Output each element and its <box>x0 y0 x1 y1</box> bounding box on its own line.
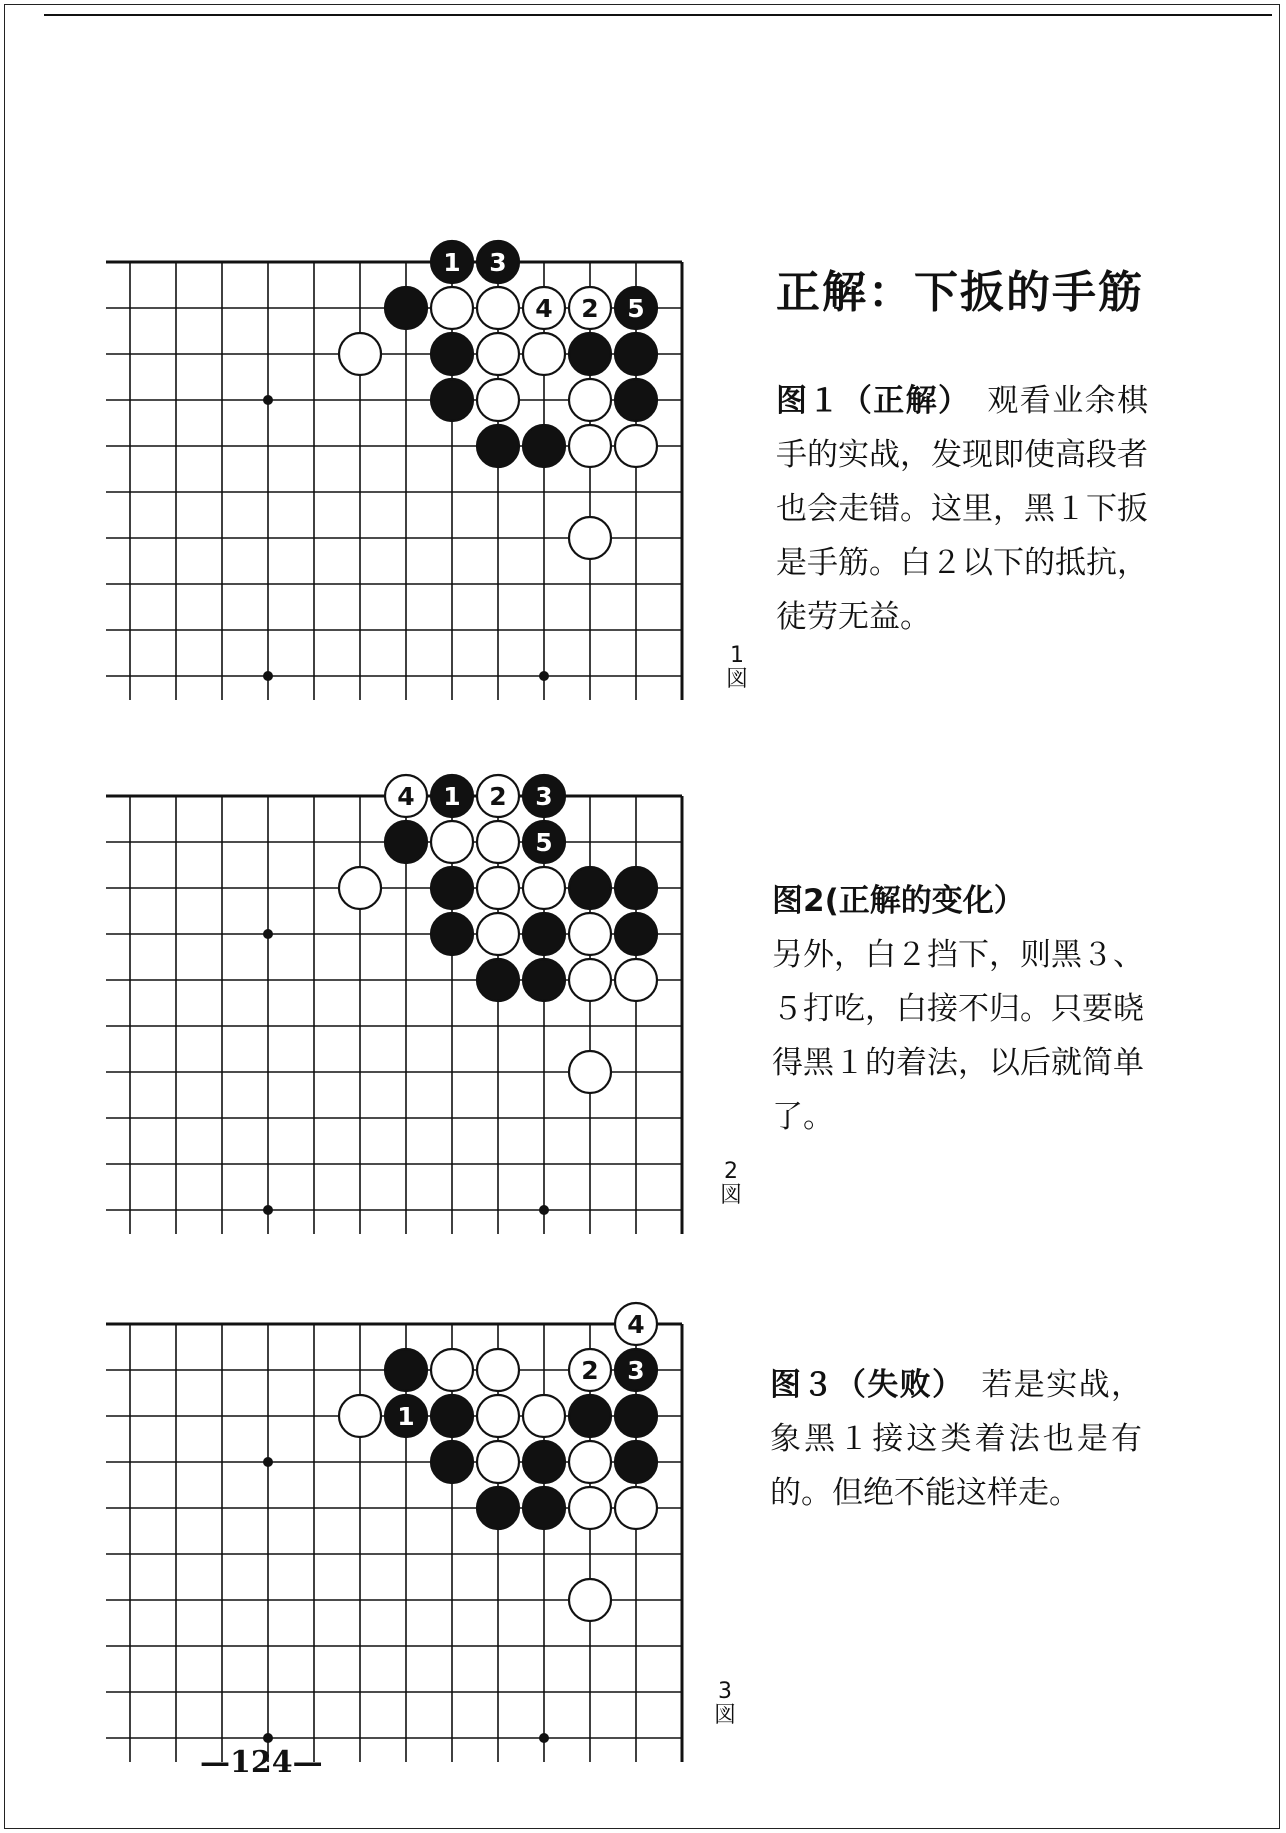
white-stone <box>569 959 611 1001</box>
black-stone <box>523 913 565 955</box>
white-stone <box>569 1051 611 1093</box>
black-stone <box>615 867 657 909</box>
star-point <box>539 671 549 681</box>
white-stone <box>615 1487 657 1529</box>
black-stone <box>431 241 473 283</box>
diagram-2-number-digit: 2 <box>724 1159 738 1184</box>
paragraph-1-text: 观看业余棋手的实战，发现即使高段者也会走错。这里，黑１下扳是手筋。白２以下的抵抗，徒劳无益。 <box>776 383 1149 635</box>
white-stone <box>477 1349 519 1391</box>
paragraph-3-head: 图３（失败） <box>770 1367 949 1403</box>
black-stone <box>431 379 473 421</box>
move-number: 5 <box>535 828 553 857</box>
black-stone <box>477 959 519 1001</box>
white-stone <box>523 1395 565 1437</box>
black-stone <box>615 379 657 421</box>
section-title: 正解：下扳的手筋 <box>776 267 1144 318</box>
go-diagram-1 <box>100 218 730 718</box>
go-diagram-2 <box>100 752 730 1252</box>
white-stone <box>569 379 611 421</box>
white-stone <box>569 1487 611 1529</box>
white-stone <box>523 867 565 909</box>
move-number: 4 <box>535 294 553 323</box>
white-stone <box>569 1441 611 1483</box>
diagram-1-number-digit: 1 <box>730 643 744 668</box>
move-number: 1 <box>443 782 461 811</box>
star-point <box>263 1457 273 1467</box>
diagram-1-number-label: 図 <box>725 667 748 692</box>
move-number: 2 <box>581 1356 599 1385</box>
black-stone <box>615 1441 657 1483</box>
diagram-1-number <box>722 644 752 692</box>
white-stone <box>569 425 611 467</box>
paragraph-2 <box>772 874 1144 1144</box>
move-number: 2 <box>581 294 599 323</box>
black-stone <box>477 241 519 283</box>
black-stone <box>431 1441 473 1483</box>
white-stone <box>523 287 565 329</box>
black-stone <box>523 425 565 467</box>
white-stone <box>339 1395 381 1437</box>
black-stone <box>569 1395 611 1437</box>
white-stone <box>477 287 519 329</box>
black-stone <box>615 913 657 955</box>
white-stone <box>569 1349 611 1391</box>
move-number: 2 <box>489 782 507 811</box>
white-stone <box>569 517 611 559</box>
white-stone <box>477 333 519 375</box>
star-point <box>263 395 273 405</box>
white-stone <box>569 287 611 329</box>
black-stone <box>431 1395 473 1437</box>
black-stone <box>385 1349 427 1391</box>
diagram-2-number <box>716 1160 746 1208</box>
page-number: —124— <box>200 1745 323 1780</box>
move-number: 4 <box>627 1310 645 1339</box>
star-point <box>263 671 273 681</box>
white-stone <box>569 1579 611 1621</box>
black-stone <box>569 333 611 375</box>
move-number: 3 <box>535 782 553 811</box>
move-number: 5 <box>627 294 645 323</box>
black-stone <box>431 867 473 909</box>
black-stone <box>523 1487 565 1529</box>
black-stone <box>615 1395 657 1437</box>
black-stone <box>431 775 473 817</box>
white-stone <box>477 1441 519 1483</box>
paragraph-3-text: 若是实战，象黑１接这类着法也是有的。但绝不能这样走。 <box>770 1367 1143 1511</box>
go-diagram-3 <box>100 1280 730 1780</box>
paragraph-2-text: 另外，白２挡下，则黑３、５打吃，白接不归。只要晓得黑１的着法，以后就简单了。 <box>772 937 1144 1135</box>
black-stone <box>385 1395 427 1437</box>
white-stone <box>523 333 565 375</box>
white-stone <box>615 425 657 467</box>
white-stone <box>477 775 519 817</box>
black-stone <box>385 287 427 329</box>
paragraph-1-head: 图１（正解） <box>776 383 955 419</box>
white-stone <box>339 333 381 375</box>
black-stone <box>523 775 565 817</box>
top-rule <box>44 14 1272 16</box>
black-stone <box>569 867 611 909</box>
move-number: 1 <box>397 1402 415 1431</box>
white-stone <box>339 867 381 909</box>
black-stone <box>523 1441 565 1483</box>
star-point <box>263 1733 273 1743</box>
star-point <box>263 929 273 939</box>
white-stone <box>615 959 657 1001</box>
black-stone <box>477 425 519 467</box>
star-point <box>539 1205 549 1215</box>
diagram-3-number-digit: 3 <box>718 1679 732 1704</box>
black-stone <box>477 1487 519 1529</box>
black-stone <box>431 333 473 375</box>
white-stone <box>477 379 519 421</box>
white-stone <box>431 287 473 329</box>
move-number: 3 <box>489 248 507 277</box>
diagram-3-number-label: 図 <box>713 1703 736 1728</box>
black-stone <box>615 287 657 329</box>
white-stone <box>477 821 519 863</box>
move-number: 1 <box>443 248 461 277</box>
diagram-3-number <box>710 1680 740 1728</box>
diagram-2-number-label: 図 <box>719 1183 742 1208</box>
black-stone <box>431 913 473 955</box>
white-stone <box>569 913 611 955</box>
paragraph-2-head: 图2(正解的变化） <box>772 883 1025 919</box>
white-stone <box>431 821 473 863</box>
black-stone <box>523 821 565 863</box>
black-stone <box>615 1349 657 1391</box>
white-stone <box>477 1395 519 1437</box>
move-number: 4 <box>397 782 415 811</box>
white-stone <box>477 867 519 909</box>
star-point <box>539 1733 549 1743</box>
black-stone <box>523 959 565 1001</box>
black-stone <box>385 821 427 863</box>
paragraph-1 <box>776 374 1148 644</box>
white-stone <box>615 1303 657 1345</box>
white-stone <box>477 913 519 955</box>
move-number: 3 <box>627 1356 645 1385</box>
black-stone <box>615 333 657 375</box>
star-point <box>263 1205 273 1215</box>
paragraph-3 <box>770 1358 1142 1520</box>
white-stone <box>385 775 427 817</box>
white-stone <box>431 1349 473 1391</box>
